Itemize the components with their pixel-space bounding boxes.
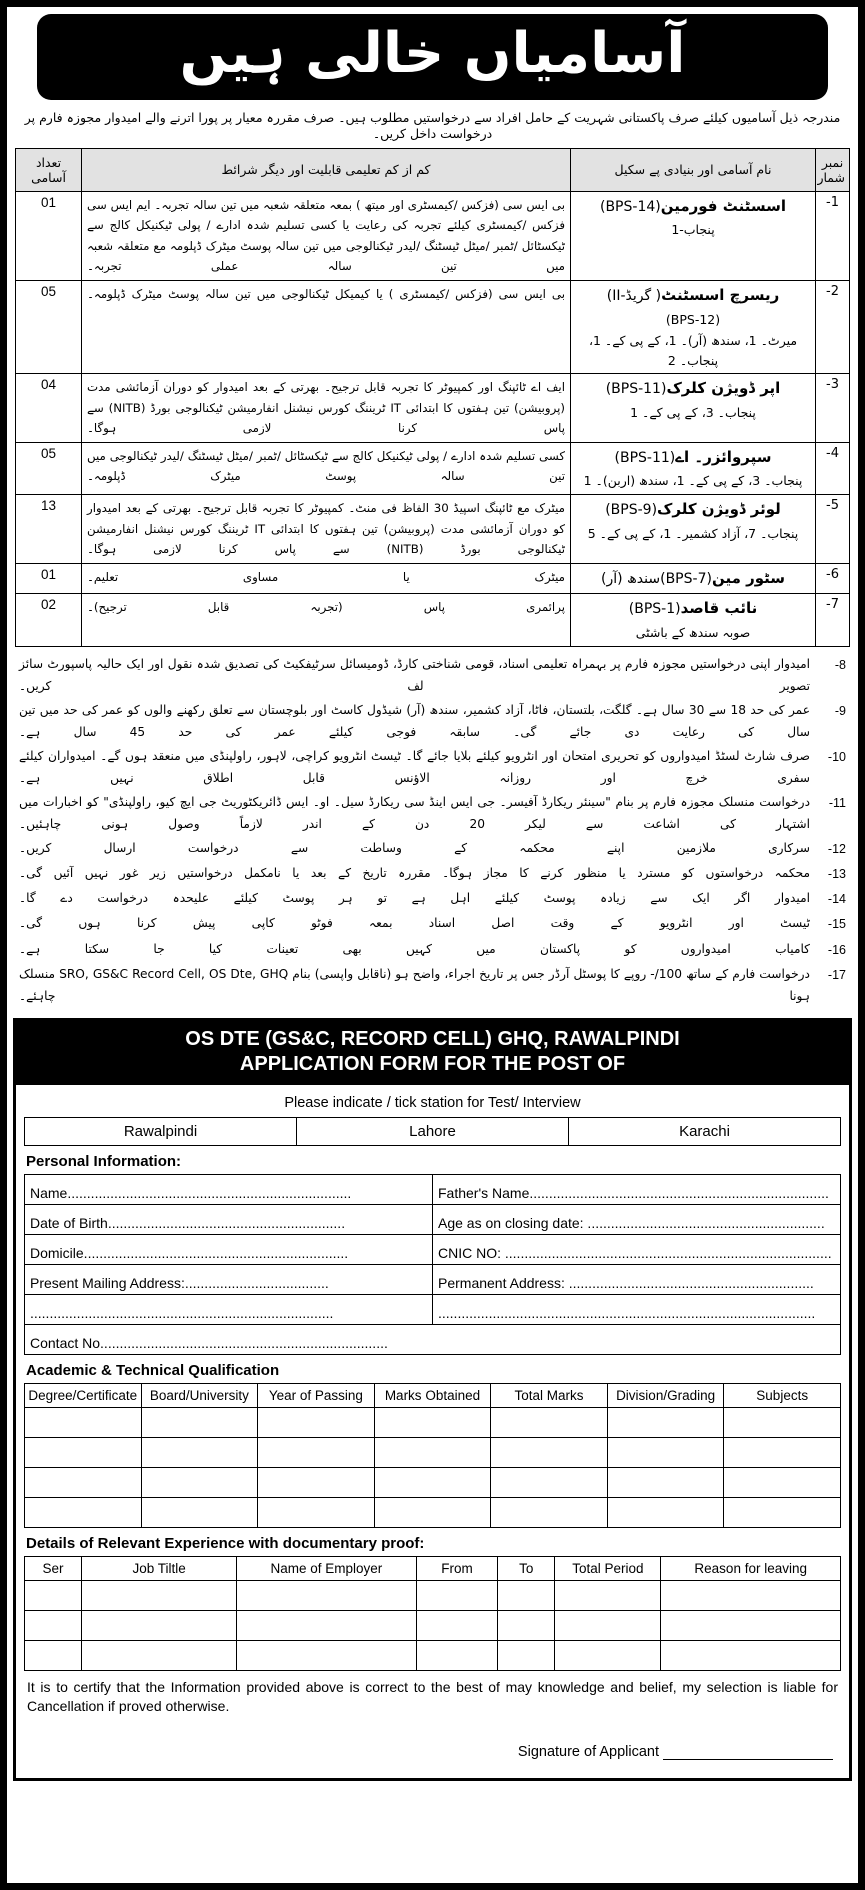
station-selection-table bbox=[24, 1117, 841, 1146]
station-row bbox=[25, 1117, 841, 1145]
personal-row bbox=[25, 1264, 841, 1294]
post-grade: ( گریڈ-II) bbox=[606, 288, 662, 305]
cell-marks-obtained[interactable] bbox=[374, 1497, 491, 1527]
condition-item bbox=[19, 745, 846, 790]
cell-reason[interactable] bbox=[661, 1640, 841, 1670]
cell-year[interactable] bbox=[258, 1407, 375, 1437]
row-post bbox=[571, 594, 816, 646]
headline-text: آسامیاں خالی ہیں bbox=[179, 21, 686, 86]
cell-from[interactable] bbox=[416, 1610, 498, 1640]
condition-number: -9 bbox=[834, 703, 846, 718]
station-option-lahore[interactable]: Lahore bbox=[297, 1117, 569, 1145]
condition-text: صرف شارٹ لسٹڈ امیدواروں کو تحریری امتحان اور انٹرویو کیلئے بلایا جائے گا۔ ٹیسٹ انٹرویو کراچی، لاہور، راولپنڈی میں منعقد ہوں گے۔ امیدواران کیلئے سفری خرچ اور روزانہ الاؤنس قابل اطلاق نہیں ہے۔ bbox=[19, 748, 810, 786]
condition-number: -8 bbox=[834, 657, 846, 672]
cell-total-marks[interactable] bbox=[491, 1437, 608, 1467]
table-row bbox=[25, 1467, 841, 1497]
cell-year[interactable] bbox=[258, 1437, 375, 1467]
cell-degree[interactable] bbox=[25, 1467, 142, 1497]
header-reason-for-leaving: Reason for leaving bbox=[661, 1556, 841, 1580]
table-row bbox=[25, 1640, 841, 1670]
station-option-karachi[interactable]: Karachi bbox=[569, 1117, 841, 1145]
row-count: 01 bbox=[16, 563, 82, 594]
condition-text: درخواست فارم کے ساتھ 100/- روپے کا پوسٹل آرڈر جس پر تاریخ اجراء، واضح ہو (ناقابل واپسی) بنام SRO, GS&C Record Cell, OS Dte, GHQ منسلک ہونا چاہئے۔ bbox=[19, 966, 810, 1004]
cell-total-period[interactable] bbox=[555, 1580, 661, 1610]
cell-total-period[interactable] bbox=[555, 1640, 661, 1670]
row-qualification: میٹرک مع ٹائپنگ اسپیڈ 30 الفاظ فی منٹ۔ کمپیوٹر کا تجربہ قابل ترجیح۔ بھرتی کے بعد امیدوار کو دوران آزمائشی مدت (پروبیشن) تین ہفتوں کا ابتدائی IT ٹریننگ کورس نیشنل انفارمیشن ٹیکنالوجی بورڈ (NITB) سے پاس کرنا لازمی ہوگا۔ bbox=[82, 494, 571, 563]
row-qualification: بی ایس سی (فزکس /کیمسٹری اور میتھ ) بمعہ متعلقہ شعبہ میں تین سالہ تجربہ۔ ایم ایس سی فزکس /کیمسٹری کیلئے تجربہ کی رعایت یا کسی تسلیم شدہ ادارے / پولی ٹیکنیکل کالج سے ٹیکسٹائل /ٹمبر /میٹل ٹیسٹنگ /لیدر ٹیکنالوجی میں تین سالہ پوسٹ میٹرک ڈپلومہ مع متعلقہ شعبہ میں تین سالہ عملی تجربہ۔ bbox=[82, 191, 571, 281]
personal-row bbox=[25, 1234, 841, 1264]
cell-to[interactable] bbox=[498, 1580, 555, 1610]
row-count: 01 bbox=[16, 191, 82, 281]
header-name-of-employer: Name of Employer bbox=[237, 1556, 417, 1580]
table-row bbox=[16, 442, 850, 494]
jobs-table-body bbox=[16, 191, 850, 646]
table-row bbox=[16, 594, 850, 646]
condition-item bbox=[19, 887, 846, 911]
post-bps: (BPS-9) bbox=[605, 501, 658, 518]
condition-number: -13 bbox=[827, 867, 846, 882]
header-board-university: Board/University bbox=[141, 1383, 258, 1407]
field-cnic[interactable]: CNIC NO: .................................................................................... bbox=[433, 1234, 841, 1264]
header-total-period: Total Period bbox=[555, 1556, 661, 1580]
field-name[interactable]: Name......................................................................... bbox=[25, 1174, 433, 1204]
cell-subjects[interactable] bbox=[724, 1437, 841, 1467]
condition-text: درخواست منسلک مجوزہ فارم پر بنام "سینئر ریکارڈ آفیسر۔ جی ایس اینڈ سی ریکارڈ سیل۔ او۔ ایس ڈائریکٹوریٹ جی ایچ کیو، راولپنڈی" کو اخبارات میں اشتہار کی اشاعت سے لیکر 20 دن کے اندر لازماً وصول ہونی چاہئیں۔ bbox=[19, 794, 810, 832]
cell-degree[interactable] bbox=[25, 1437, 142, 1467]
header-from: From bbox=[416, 1556, 498, 1580]
row-serial: -5 bbox=[816, 494, 850, 563]
header-ser: Ser bbox=[25, 1556, 82, 1580]
cell-to[interactable] bbox=[498, 1610, 555, 1640]
post-title: سٹور مین bbox=[711, 568, 785, 587]
cell-division[interactable] bbox=[607, 1437, 724, 1467]
cell-employer[interactable] bbox=[237, 1580, 417, 1610]
academic-qualification-table bbox=[24, 1383, 841, 1528]
header-year-of-passing: Year of Passing bbox=[258, 1383, 375, 1407]
header-to: To bbox=[498, 1556, 555, 1580]
condition-item bbox=[19, 699, 846, 744]
cell-marks-obtained[interactable] bbox=[374, 1467, 491, 1497]
row-count: 02 bbox=[16, 594, 82, 646]
cell-division[interactable] bbox=[607, 1497, 724, 1527]
conditions-list bbox=[7, 647, 858, 1013]
cell-board[interactable] bbox=[141, 1467, 258, 1497]
cell-total-marks[interactable] bbox=[491, 1467, 608, 1497]
experience-header-row bbox=[25, 1556, 841, 1580]
experience-table bbox=[24, 1556, 841, 1671]
cell-job-title[interactable] bbox=[82, 1580, 237, 1610]
personal-information-table bbox=[24, 1174, 841, 1355]
personal-information-label: Personal Information: bbox=[26, 1152, 182, 1170]
condition-text: کامیاب امیدواروں کو پاکستان میں کہیں بھی تعینات کیا جا سکتا ہے۔ bbox=[19, 941, 810, 956]
form-title-line1: OS DTE (GS&C, RECORD CELL) GHQ, RAWALPINDI bbox=[185, 1027, 680, 1050]
row-qualification: میٹرک یا مساوی تعلیم۔ bbox=[82, 563, 571, 594]
row-post bbox=[571, 281, 816, 374]
field-present-mailing-address[interactable]: Present Mailing Address:..................................... bbox=[25, 1264, 433, 1294]
post-title: سپروائزر۔ اے bbox=[675, 447, 772, 466]
signature-label: Signature of Applicant bbox=[517, 1743, 659, 1760]
post-quota: میرٹ۔ 1، سندھ (آر)۔ 1، کے پی کے۔ 1، پنجاب۔ 2 bbox=[588, 333, 798, 368]
condition-number: -11 bbox=[828, 795, 846, 810]
cell-degree[interactable] bbox=[25, 1407, 142, 1437]
row-post bbox=[571, 191, 816, 281]
cell-employer[interactable] bbox=[237, 1610, 417, 1640]
experience-table-head bbox=[25, 1556, 841, 1580]
cell-total-marks[interactable] bbox=[491, 1497, 608, 1527]
condition-text: امیدوار اپنی درخواستیں مجوزہ فارم پر بہمراہ تعلیمی اسناد، قومی شناختی کارڈ، ڈومیسائل سرٹیفکیٹ کی تصدیق شدہ نقول اور ایک حالیہ پاسپورٹ سائز تصویر لف کریں۔ bbox=[19, 656, 810, 694]
jobs-table bbox=[15, 148, 850, 647]
row-serial: -1 bbox=[816, 191, 850, 281]
cell-year[interactable] bbox=[258, 1467, 375, 1497]
condition-text: سرکاری ملازمین اپنے محکمہ کے وساطت سے درخواست ارسال کریں۔ bbox=[19, 841, 810, 856]
station-option-rawalpindi[interactable]: Rawalpindi bbox=[25, 1117, 297, 1145]
cell-subjects[interactable] bbox=[724, 1497, 841, 1527]
condition-text: محکمہ درخواستوں کو مسترد یا منظور کرنے کا مجاز ہوگا۔ مقررہ تاریخ کے بعد یا نامکمل درخواستیں زیر غور نہیں آئیں گی۔ bbox=[19, 866, 810, 881]
condition-item bbox=[19, 791, 846, 836]
condition-number: -12 bbox=[827, 842, 846, 857]
cell-board[interactable] bbox=[141, 1407, 258, 1437]
header-post-name: نام آسامی اور بنیادی پے سکیل bbox=[571, 148, 816, 191]
cell-marks-obtained[interactable] bbox=[374, 1437, 491, 1467]
row-serial: -7 bbox=[816, 594, 850, 646]
row-qualification: بی ایس سی (فزکس /کیمسٹری ) یا کیمیکل ٹیکنالوجی میں تین سالہ پوسٹ میٹرک ڈپلومہ۔ bbox=[82, 281, 571, 374]
condition-number: -15 bbox=[827, 917, 846, 932]
cell-subjects[interactable] bbox=[724, 1407, 841, 1437]
academic-qualification-label: Academic & Technical Qualification bbox=[26, 1361, 280, 1379]
personal-row bbox=[25, 1294, 841, 1324]
page-content-area bbox=[7, 7, 858, 1883]
headline-banner bbox=[37, 14, 828, 100]
row-serial: -3 bbox=[816, 373, 850, 442]
row-count: 13 bbox=[16, 494, 82, 563]
academic-header-row bbox=[25, 1383, 841, 1407]
cell-ser[interactable] bbox=[25, 1610, 82, 1640]
condition-item bbox=[19, 938, 846, 962]
post-title: لوئر ڈویژن کلرک bbox=[657, 499, 781, 518]
cell-to[interactable] bbox=[498, 1640, 555, 1670]
post-title: اپر ڈویژن کلرک bbox=[666, 378, 781, 397]
row-qualification: پرائمری پاس (تجربہ قابل ترجیح)۔ bbox=[82, 594, 571, 646]
table-row bbox=[16, 191, 850, 281]
jobs-table-header bbox=[16, 148, 850, 191]
post-bps: (BPS-12) bbox=[665, 311, 721, 327]
row-serial: -2 bbox=[816, 281, 850, 374]
post-bps: (BPS-14) bbox=[599, 198, 661, 215]
header-degree-certificate: Degree/Certificate bbox=[25, 1383, 142, 1407]
field-date-of-birth[interactable]: Date of Birth............................................................. bbox=[25, 1204, 433, 1234]
condition-text: عمر کی حد 18 سے 30 سال ہے۔ گلگت، بلتستان، فاٹا، آزاد کشمیر، سندھ (آر) شیڈول کاسٹ اور بلوچستان سے تعلق رکھنے والوں کو عمر کی حد میں تین سال کی رعایت دی جائے گی۔ سابقہ فوجی کیلئے عمر کی حد 45 سال ہے۔ bbox=[19, 702, 811, 740]
field-father-name[interactable]: Father's Name............................................................................. bbox=[433, 1174, 841, 1204]
row-count: 05 bbox=[16, 442, 82, 494]
table-row bbox=[16, 373, 850, 442]
header-qualification: کم از کم تعلیمی قابلیت اور دیگر شرائط bbox=[82, 148, 571, 191]
post-bps: (BPS-1) bbox=[628, 601, 681, 618]
row-post bbox=[571, 442, 816, 494]
row-count: 05 bbox=[16, 281, 82, 374]
condition-number: -14 bbox=[827, 892, 846, 907]
field-age-on-closing-date[interactable]: Age as on closing date: ............................................................. bbox=[433, 1204, 841, 1234]
post-title: ریسرچ اسسٹنٹ bbox=[661, 286, 780, 305]
intro-paragraph: مندرجہ ذیل آسامیوں کیلئے صرف پاکستانی شہریت کے حامل افراد سے درخواستیں مطلوب ہیں۔ صرف مقررہ معیار پر پورا اترنے والے امیدوار مجوزہ فارم پر درخواست داخل کریں۔ bbox=[24, 110, 841, 142]
cell-reason[interactable] bbox=[661, 1610, 841, 1640]
field-permanent-address-line2[interactable]: ................................................................................................. bbox=[433, 1294, 841, 1324]
post-title: نائب قاصد bbox=[680, 599, 758, 618]
condition-text: امیدوار اگر ایک سے زیادہ پوسٹ کیلئے اہل ہے تو ہر پوسٹ کیلئے علیحدہ درخواست دے گا۔ bbox=[19, 891, 810, 906]
condition-number: -17 bbox=[827, 967, 846, 982]
row-serial: -4 bbox=[816, 442, 850, 494]
academic-table-body bbox=[25, 1407, 841, 1527]
cell-from[interactable] bbox=[416, 1640, 498, 1670]
field-permanent-address[interactable]: Permanent Address: ............................................................... bbox=[433, 1264, 841, 1294]
cell-marks-obtained[interactable] bbox=[374, 1407, 491, 1437]
post-quota: پنجاب۔ 3، کے پی کے۔ 1، سندھ (اربن)۔ 1 bbox=[583, 473, 803, 489]
form-title-banner bbox=[16, 1021, 849, 1085]
field-contact-no[interactable]: Contact No.......................................................................... bbox=[25, 1324, 841, 1354]
header-division-grading: Division/Grading bbox=[607, 1383, 724, 1407]
personal-row bbox=[25, 1204, 841, 1234]
field-present-address-line2[interactable]: .............................................................................. bbox=[25, 1294, 433, 1324]
form-title-line2: APPLICATION FORM FOR THE POST OF bbox=[239, 1052, 626, 1075]
table-row bbox=[16, 494, 850, 563]
cell-employer[interactable] bbox=[237, 1640, 417, 1670]
cell-board[interactable] bbox=[141, 1437, 258, 1467]
cell-from[interactable] bbox=[416, 1580, 498, 1610]
cell-job-title[interactable] bbox=[82, 1610, 237, 1640]
post-quota: پنجاب۔ 3، کے پی کے۔ 1 bbox=[630, 404, 756, 420]
cell-ser[interactable] bbox=[25, 1580, 82, 1610]
application-form bbox=[13, 1018, 852, 1781]
condition-item bbox=[19, 837, 846, 861]
personal-row bbox=[25, 1324, 841, 1354]
signature-row bbox=[24, 1718, 841, 1770]
cell-job-title[interactable] bbox=[82, 1640, 237, 1670]
table-row bbox=[16, 281, 850, 374]
form-body bbox=[16, 1085, 849, 1778]
post-quota: پنجاب۔ 7، آزاد کشمیر۔ 1، کے پی کے۔ 5 bbox=[587, 525, 799, 541]
post-quota: پنجاب-1 bbox=[671, 222, 715, 238]
row-qualification: ایف اے ٹائپنگ اور کمپیوٹر کا تجربہ قابل ترجیح۔ بھرتی کے بعد امیدوار کو دوران آزمائشی مدت (پروبیشن) تین ہفتوں کا ابتدائی IT ٹریننگ کورس نیشنل انفارمیشن ٹیکنالوجی بورڈ (NITB) سے پاس کرنا لازمی ہوگا۔ bbox=[82, 373, 571, 442]
cell-ser[interactable] bbox=[25, 1640, 82, 1670]
table-row bbox=[25, 1437, 841, 1467]
experience-table-body bbox=[25, 1580, 841, 1670]
table-header-row bbox=[16, 148, 850, 191]
headline-banner-wrapper bbox=[7, 7, 858, 106]
table-row bbox=[25, 1580, 841, 1610]
table-row bbox=[25, 1407, 841, 1437]
row-qualification: کسی تسلیم شدہ ادارے / پولی ٹیکنیکل کالج سے ٹیکسٹائل /ٹمبر /میٹل ٹیسٹنگ /لیدر ٹیکنالوجی میں تین سالہ پوسٹ میٹرک ڈپلومہ۔ bbox=[82, 442, 571, 494]
cell-subjects[interactable] bbox=[724, 1467, 841, 1497]
certification-statement: It is to certify that the Information provided above is correct to the best of may knowledge and belief, my selection is liable for Cancellation if proved otherwise. bbox=[27, 1678, 838, 1714]
row-post bbox=[571, 373, 816, 442]
row-post bbox=[571, 563, 816, 594]
experience-details-label: Details of Relevant Experience with documentary proof: bbox=[26, 1534, 425, 1552]
post-quota: صوبہ سندھ کے باشٹی bbox=[635, 625, 751, 641]
academic-table-head bbox=[25, 1383, 841, 1407]
tick-station-note: Please indicate / tick station for Test/ Interview bbox=[284, 1094, 581, 1111]
header-job-title: Job Tiltle bbox=[82, 1556, 237, 1580]
cell-year[interactable] bbox=[258, 1497, 375, 1527]
cell-division[interactable] bbox=[607, 1467, 724, 1497]
table-row bbox=[16, 563, 850, 594]
header-subjects: Subjects bbox=[724, 1383, 841, 1407]
condition-text: ٹیسٹ اور انٹرویو کے وقت اصل اسناد بمعہ فوٹو کاپی پیش کرنا ہوں گی۔ bbox=[19, 916, 810, 931]
cell-division[interactable] bbox=[607, 1407, 724, 1437]
condition-item bbox=[19, 963, 846, 1008]
condition-item bbox=[19, 653, 846, 698]
post-bps: (BPS-11) bbox=[605, 380, 667, 397]
condition-number: -10 bbox=[827, 749, 846, 764]
table-row bbox=[25, 1610, 841, 1640]
cell-board[interactable] bbox=[141, 1497, 258, 1527]
row-count: 04 bbox=[16, 373, 82, 442]
condition-number: -16 bbox=[827, 942, 846, 957]
header-vacancy-count: تعداد آسامی bbox=[16, 148, 82, 191]
post-bps: (BPS-11) bbox=[614, 449, 676, 466]
condition-item bbox=[19, 912, 846, 936]
cell-total-marks[interactable] bbox=[491, 1407, 608, 1437]
row-post bbox=[571, 494, 816, 563]
personal-row bbox=[25, 1174, 841, 1204]
field-domicile[interactable]: Domicile.................................................................... bbox=[25, 1234, 433, 1264]
post-bps: (BPS-7) bbox=[660, 570, 712, 587]
post-title: اسسٹنٹ فورمین bbox=[660, 196, 787, 215]
header-serial: نمبر شمار bbox=[816, 148, 850, 191]
cell-reason[interactable] bbox=[661, 1580, 841, 1610]
post-quota: سندھ (آر) bbox=[601, 570, 661, 587]
header-total-marks: Total Marks bbox=[491, 1383, 608, 1407]
table-row bbox=[25, 1497, 841, 1527]
signature-line[interactable] bbox=[663, 1744, 833, 1760]
cell-total-period[interactable] bbox=[555, 1610, 661, 1640]
header-marks-obtained: Marks Obtained bbox=[374, 1383, 491, 1407]
cell-degree[interactable] bbox=[25, 1497, 142, 1527]
condition-item bbox=[19, 862, 846, 886]
row-serial: -6 bbox=[816, 563, 850, 594]
